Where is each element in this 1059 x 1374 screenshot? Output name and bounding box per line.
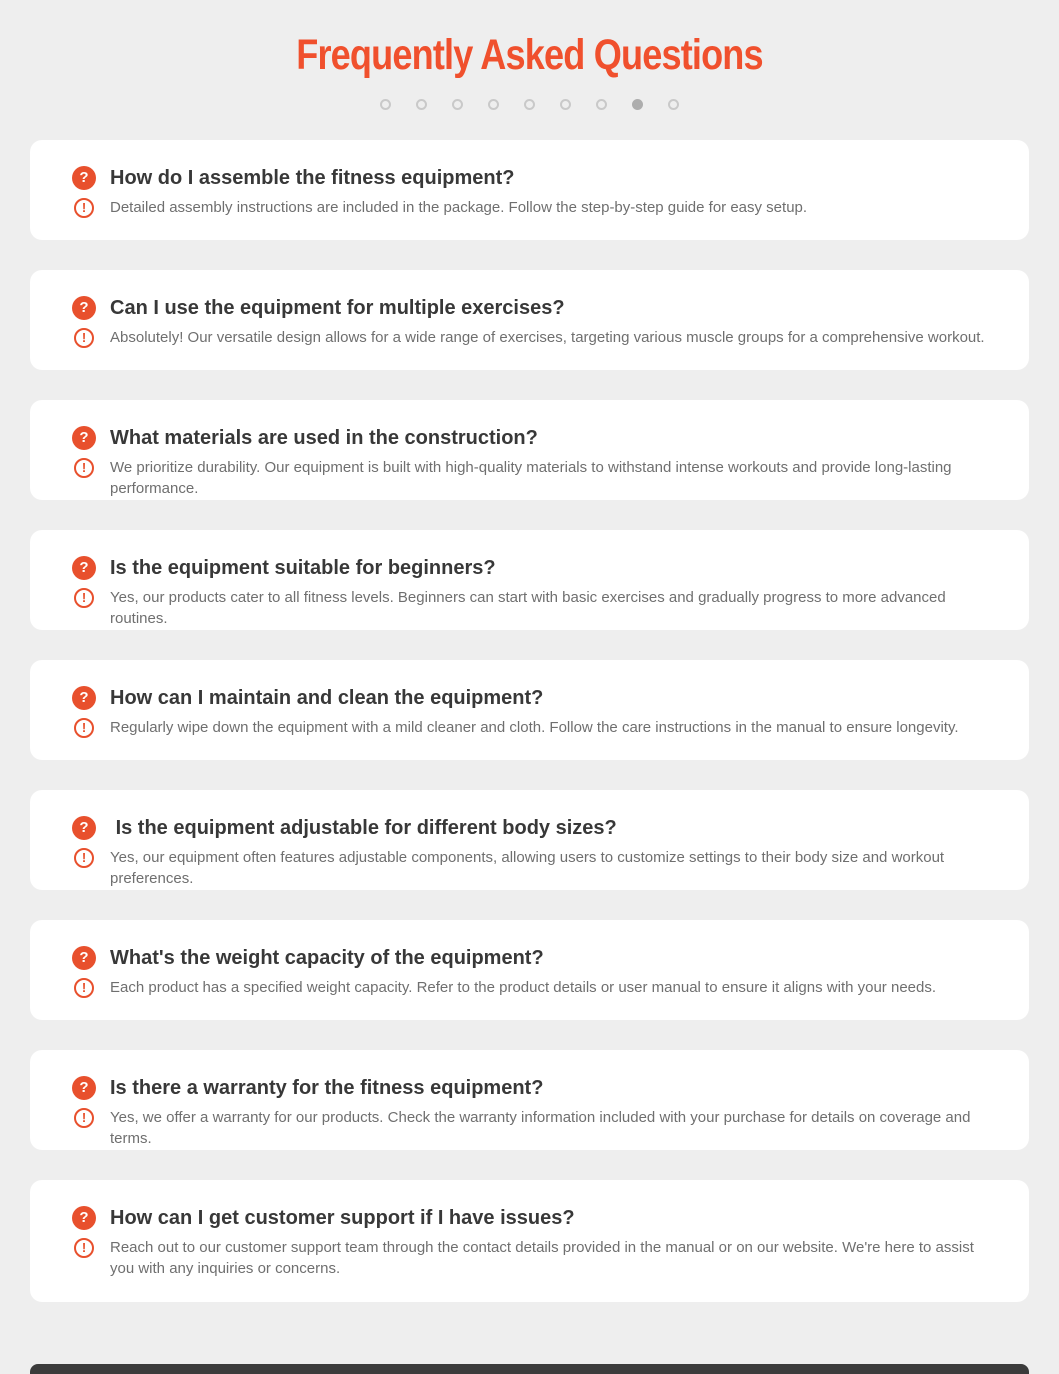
faq-card bbox=[30, 270, 1029, 370]
exclamation-icon: ! bbox=[74, 588, 94, 608]
answer-icon-column bbox=[72, 327, 96, 348]
faq-question: What's the weight capacity of the equipment? bbox=[110, 947, 544, 969]
faq-question-row bbox=[72, 814, 999, 842]
faq-answer-row bbox=[72, 587, 999, 629]
faq-answer: Yes, our products cater to all fitness levels. Beginners can start with basic exercises and gradually progress to more advanced routines. bbox=[110, 589, 946, 627]
faq-card bbox=[30, 400, 1029, 500]
faq-question-row bbox=[72, 944, 999, 972]
faq-answer: Each product has a specified weight capacity. Refer to the product details or user manual to ensure it aligns with your needs. bbox=[110, 979, 937, 996]
answer-icon-column bbox=[72, 587, 96, 608]
faq-question-row bbox=[72, 1074, 999, 1102]
faq-answer-row bbox=[72, 1237, 999, 1279]
exclamation-icon: ! bbox=[74, 198, 94, 218]
faq-question: How can I maintain and clean the equipment? bbox=[110, 687, 544, 709]
faq-card bbox=[30, 530, 1029, 630]
pagination-dot[interactable] bbox=[380, 99, 391, 110]
question-mark-icon: ? bbox=[72, 1206, 96, 1230]
pagination-dot[interactable] bbox=[488, 99, 499, 110]
answer-icon-column bbox=[72, 457, 96, 478]
exclamation-icon: ! bbox=[74, 848, 94, 868]
faq-question-row bbox=[72, 424, 999, 452]
faq-answer-row bbox=[72, 1107, 999, 1149]
faq-question-row bbox=[72, 1204, 999, 1232]
pagination-dot[interactable] bbox=[416, 99, 427, 110]
pagination-dot-active[interactable] bbox=[632, 99, 643, 110]
question-mark-icon: ? bbox=[72, 816, 96, 840]
question-icon-column bbox=[72, 1076, 96, 1100]
faq-question: How can I get customer support if I have issues? bbox=[110, 1207, 575, 1229]
faq-card bbox=[30, 140, 1029, 240]
question-mark-icon: ? bbox=[72, 426, 96, 450]
footer-bar bbox=[30, 1364, 1029, 1374]
faq-question-row bbox=[72, 294, 999, 322]
question-icon-column bbox=[72, 556, 96, 580]
exclamation-icon: ! bbox=[74, 458, 94, 478]
faq-answer: Absolutely! Our versatile design allows for a wide range of exercises, targeting various muscle groups for a comprehensive workout. bbox=[110, 329, 985, 346]
pagination-dot[interactable] bbox=[524, 99, 535, 110]
faq-answer-row bbox=[72, 717, 999, 738]
faq-answer: Reach out to our customer support team through the contact details provided in the manual or on our website. We're here to assist you with any inquiries or concerns. bbox=[110, 1239, 974, 1277]
faq-card bbox=[30, 790, 1029, 890]
faq-answer: Yes, our equipment often features adjustable components, allowing users to customize settings to their body size and workout preferences. bbox=[110, 849, 945, 887]
answer-icon-column bbox=[72, 977, 96, 998]
faq-answer-row bbox=[72, 197, 999, 218]
faq-card bbox=[30, 660, 1029, 760]
faq-question-row bbox=[72, 554, 999, 582]
faq-answer-row bbox=[72, 327, 999, 348]
faq-question-row bbox=[72, 684, 999, 712]
answer-icon-column bbox=[72, 1237, 96, 1258]
exclamation-icon: ! bbox=[74, 1108, 94, 1128]
faq-answer: Regularly wipe down the equipment with a mild cleaner and cloth. Follow the care instructions in the manual to ensure longevity. bbox=[110, 719, 959, 736]
exclamation-icon: ! bbox=[74, 718, 94, 738]
question-icon-column bbox=[72, 946, 96, 970]
faq-question: What materials are used in the construction? bbox=[110, 427, 538, 449]
question-icon-column bbox=[72, 816, 96, 840]
question-icon-column bbox=[72, 296, 96, 320]
pagination-dot[interactable] bbox=[596, 99, 607, 110]
exclamation-icon: ! bbox=[74, 978, 94, 998]
question-icon-column bbox=[72, 166, 96, 190]
pagination-dots bbox=[0, 98, 1059, 110]
faq-question: Is there a warranty for the fitness equipment? bbox=[110, 1077, 544, 1099]
faq-answer-row bbox=[72, 847, 999, 889]
faq-question: How do I assemble the fitness equipment? bbox=[110, 167, 515, 189]
exclamation-icon: ! bbox=[74, 328, 94, 348]
faq-answer: We prioritize durability. Our equipment is built with high-quality materials to withstand intense workouts and provide long-lasting performance. bbox=[110, 459, 952, 497]
question-mark-icon: ? bbox=[72, 686, 96, 710]
pagination-dot[interactable] bbox=[668, 99, 679, 110]
faq-answer: Detailed assembly instructions are included in the package. Follow the step-by-step guide for easy setup. bbox=[110, 199, 808, 216]
faq-question: Is the equipment adjustable for different body sizes? bbox=[110, 817, 617, 839]
page-title: Frequently Asked Questions bbox=[296, 31, 763, 79]
question-icon-column bbox=[72, 686, 96, 710]
question-icon-column bbox=[72, 426, 96, 450]
question-mark-icon: ? bbox=[72, 166, 96, 190]
question-mark-icon: ? bbox=[72, 556, 96, 580]
faq-list bbox=[30, 140, 1029, 1302]
answer-icon-column bbox=[72, 1107, 96, 1128]
exclamation-icon: ! bbox=[74, 1238, 94, 1258]
faq-card bbox=[30, 1050, 1029, 1150]
faq-answer-row bbox=[72, 457, 999, 499]
faq-question-row bbox=[72, 164, 999, 192]
question-icon-column bbox=[72, 1206, 96, 1230]
answer-icon-column bbox=[72, 847, 96, 868]
faq-card bbox=[30, 1180, 1029, 1302]
question-mark-icon: ? bbox=[72, 296, 96, 320]
faq-question: Can I use the equipment for multiple exercises? bbox=[110, 297, 565, 319]
question-mark-icon: ? bbox=[72, 1076, 96, 1100]
answer-icon-column bbox=[72, 717, 96, 738]
question-mark-icon: ? bbox=[72, 946, 96, 970]
faq-answer: Yes, we offer a warranty for our products. Check the warranty information included with your purchase for details on coverage and terms. bbox=[110, 1109, 971, 1147]
pagination-dot[interactable] bbox=[560, 99, 571, 110]
faq-question: Is the equipment suitable for beginners? bbox=[110, 557, 496, 579]
faq-card bbox=[30, 920, 1029, 1020]
answer-icon-column bbox=[72, 197, 96, 218]
faq-answer-row bbox=[72, 977, 999, 998]
pagination-dot[interactable] bbox=[452, 99, 463, 110]
